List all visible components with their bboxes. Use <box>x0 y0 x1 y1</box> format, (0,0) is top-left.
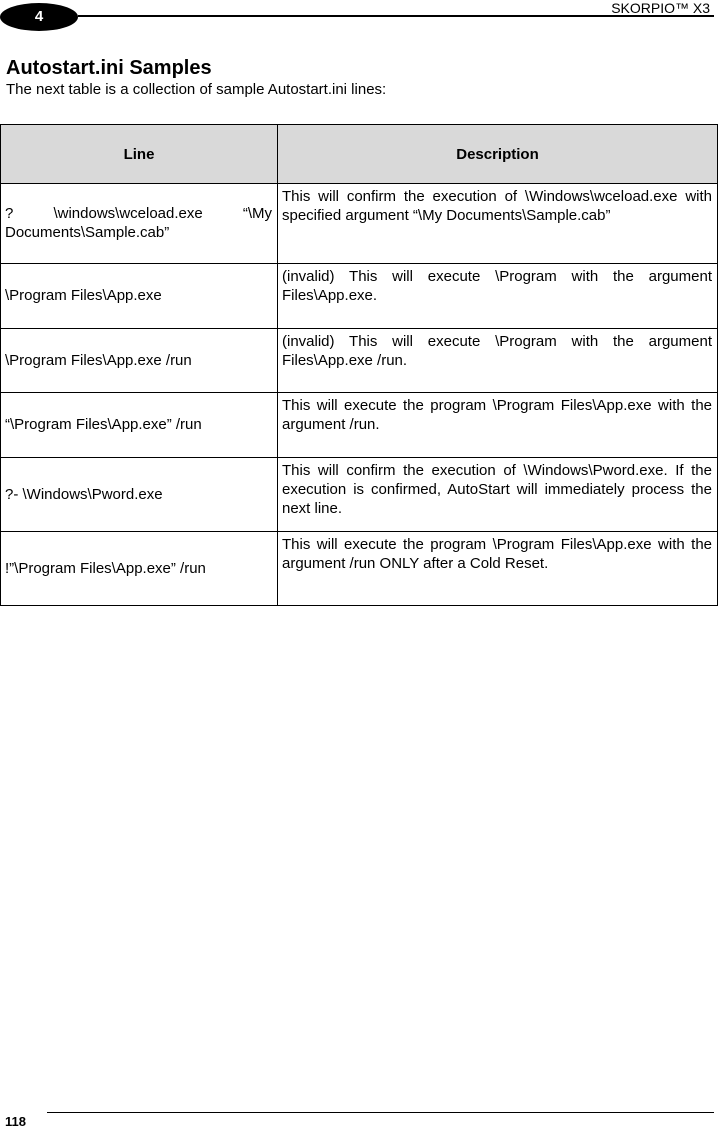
table-row <box>1 264 718 329</box>
table-row <box>1 184 718 264</box>
description-cell: (invalid) This will execute \Program with the argument Files\App.exe /run. <box>278 329 718 393</box>
product-name: SKORPIO™ X3 <box>611 0 710 16</box>
page-number: 118 <box>5 1114 26 1129</box>
table-header-row <box>1 125 718 184</box>
line-cell: ? \windows\wceload.exe “\My Documents\Sample.cab” <box>1 184 278 264</box>
section-intro: The next table is a collection of sample Autostart.ini lines: <box>6 81 387 98</box>
line-cell: !”\Program Files\App.exe” /run <box>1 532 278 606</box>
section-title: Autostart.ini Samples <box>6 57 212 79</box>
table-row <box>1 532 718 606</box>
column-header-line: Line <box>1 125 278 184</box>
autostart-samples-table <box>0 124 718 606</box>
description-cell: (invalid) This will execute \Program with the argument Files\App.exe. <box>278 264 718 329</box>
chapter-number-badge: 4 <box>0 3 78 31</box>
footer-rule <box>47 1112 714 1113</box>
line-cell: “\Program Files\App.exe” /run <box>1 393 278 458</box>
description-cell: This will confirm the execution of \Windows\Pword.exe. If the execution is confirmed, AutoStart will immediately process the next line. <box>278 458 718 532</box>
line-cell: ?- \Windows\Pword.exe <box>1 458 278 532</box>
description-cell: This will confirm the execution of \Windows\wceload.exe with specified argument “\My Documents\Sample.cab” <box>278 184 718 264</box>
line-cell: \Program Files\App.exe /run <box>1 329 278 393</box>
description-cell: This will execute the program \Program Files\App.exe with the argument /run ONLY after a Cold Reset. <box>278 532 718 606</box>
table-row <box>1 458 718 532</box>
column-header-description: Description <box>278 125 718 184</box>
table-row <box>1 393 718 458</box>
table-row <box>1 329 718 393</box>
description-cell: This will execute the program \Program Files\App.exe with the argument /run. <box>278 393 718 458</box>
line-cell: \Program Files\App.exe <box>1 264 278 329</box>
